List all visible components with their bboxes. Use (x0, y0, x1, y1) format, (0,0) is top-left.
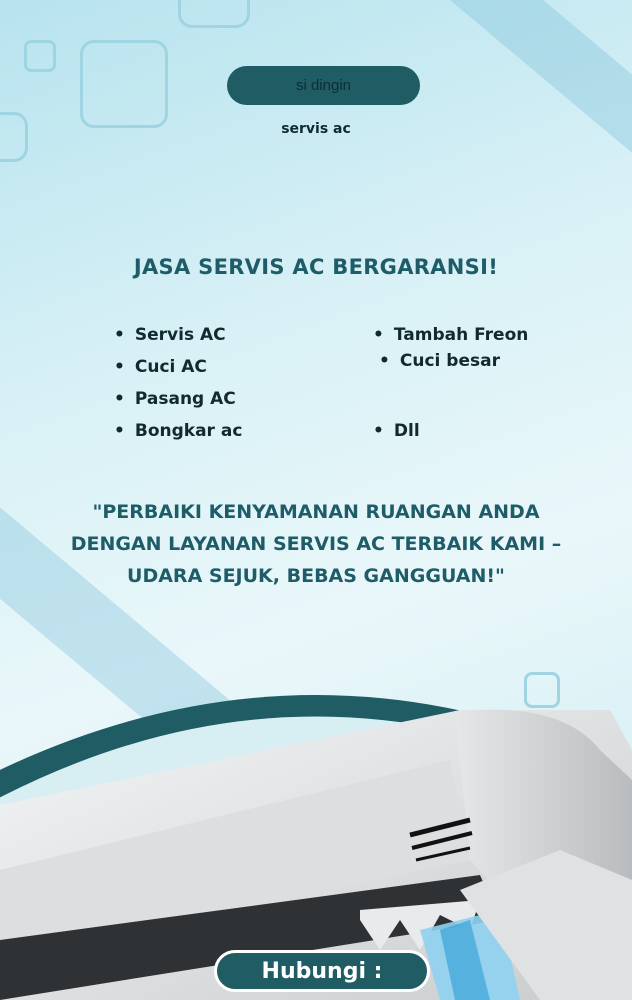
decor-stripe-1 (438, 0, 632, 196)
service-item: • Pasang AC (114, 389, 236, 409)
brand-pill: si dingin (227, 66, 420, 105)
service-item: • Dll (373, 421, 420, 441)
service-item: • Tambah Freon (373, 325, 528, 345)
decor-square-1 (178, 0, 250, 28)
contact-button[interactable]: Hubungi : (214, 950, 430, 992)
decor-square-2 (80, 40, 168, 128)
headline: JASA SERVIS AC BERGARANSI! (133, 255, 499, 279)
quote-line: UDARA SEJUK, BEBAS GANGGUAN!" (127, 565, 505, 587)
quote-line: "PERBAIKI KENYAMANAN RUANGAN ANDA (92, 501, 540, 523)
decor-square-3 (24, 40, 56, 72)
service-item: • Bongkar ac (114, 421, 242, 441)
service-item: • Servis AC (114, 325, 226, 345)
service-item: • Cuci AC (114, 357, 207, 377)
tagline-quote (40, 496, 592, 592)
air-conditioner-image (0, 630, 632, 1000)
subtitle: servis ac (281, 121, 351, 137)
decor-square-4 (0, 112, 28, 162)
quote-line: DENGAN LAYANAN SERVIS AC TERBAIK KAMI – (70, 533, 562, 555)
ac-illustration (0, 630, 632, 1000)
service-item: • Cuci besar (379, 351, 500, 371)
